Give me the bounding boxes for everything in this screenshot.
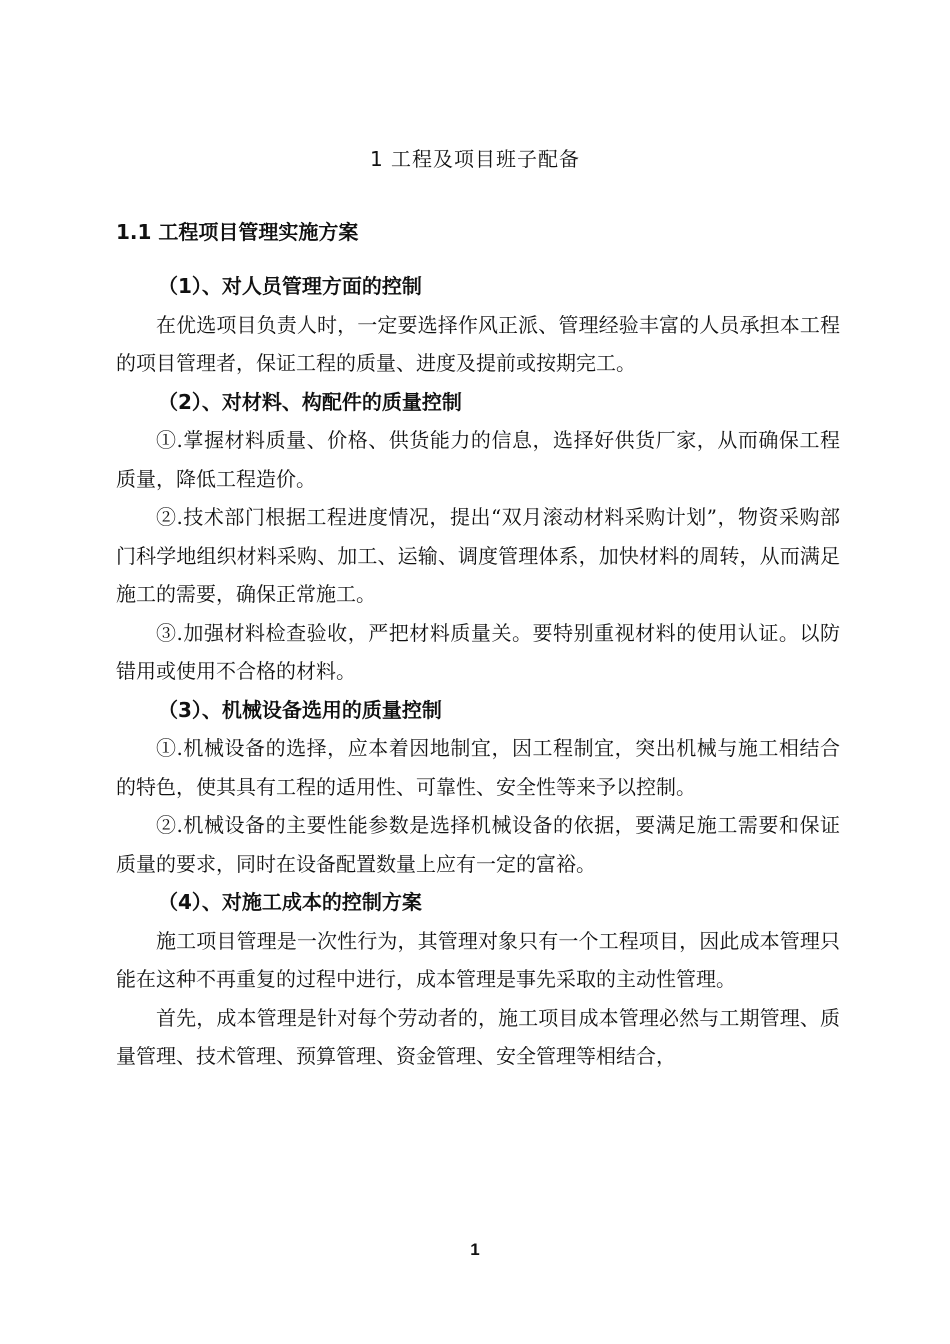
paragraph: 首先，成本管理是针对每个劳动者的，施工项目成本管理必然与工期管理、质量管理、技术管理、预算管理、资金管理、安全管理等相结合， — [116, 1005, 840, 1068]
paragraph: ③.加强材料检查验收，严把材料质量关。要特别重视材料的使用认证。以防错用或使用不合格的材料。 — [116, 620, 840, 683]
sub-heading-materials: （2）、对材料、构配件的质量控制 — [158, 389, 462, 414]
sub-heading-machinery: （3）、机械设备选用的质量控制 — [158, 697, 442, 722]
paragraph: 在优选项目负责人时，一定要选择作风正派、管理经验丰富的人员承担本工程的项目管理者，保证工程的质量、进度及提前或按期完工。 — [116, 312, 840, 375]
chapter-title: 1 工程及项目班子配备 — [369, 147, 581, 171]
paragraph: 施工项目管理是一次性行为，其管理对象只有一个工程项目，因此成本管理只能在这种不再重复的过程中进行，成本管理是事先采取的主动性管理。 — [116, 928, 840, 991]
sub-heading-personnel: （1）、对人员管理方面的控制 — [158, 274, 422, 298]
paragraph: ②.技术部门根据工程进度情况，提出“双月滚动材料采购计划”，物资采购部门科学地组织材料采购、加工、运输、调度管理体系，加快材料的周转，从而满足施工的需要，确保正常施工。 — [116, 505, 840, 606]
sub-heading-cost: （4）、对施工成本的控制方案 — [158, 890, 422, 914]
paragraph: ②.机械设备的主要性能参数是选择机械设备的依据，要满足施工需要和保证质量的要求，同时在设备配置数量上应有一定的富裕。 — [116, 813, 840, 876]
section-title: 1.1 工程项目管理实施方案 — [116, 220, 359, 244]
page-number: 1 — [470, 1240, 480, 1259]
paragraph: ①.掌握材料质量、价格、供货能力的信息，选择好供货厂家，从而确保工程质量，降低工程造价。 — [116, 428, 840, 491]
paragraph: ①.机械设备的选择，应本着因地制宜，因工程制宜，突出机械与施工相结合的特色，使其具有工程的适用性、可靠性、安全性等来予以控制。 — [116, 736, 840, 799]
body-text — [116, 267, 840, 1076]
